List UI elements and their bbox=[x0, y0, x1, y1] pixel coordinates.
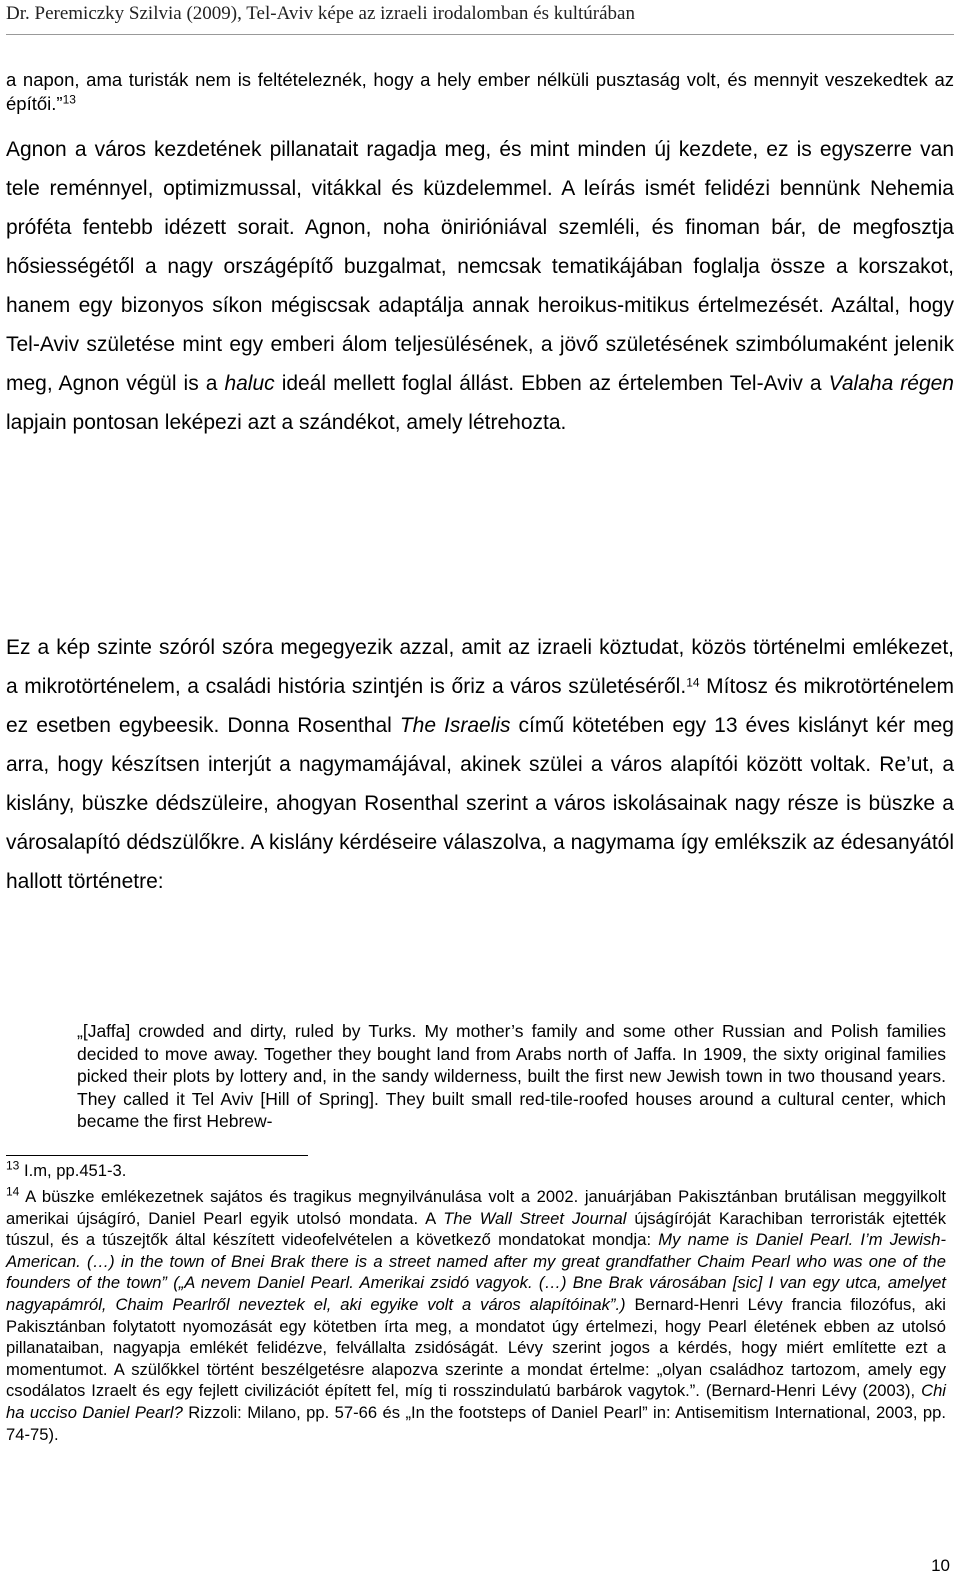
italic-term: haluc bbox=[224, 372, 275, 395]
book-title: Chi ha ucciso Daniel Pearl? bbox=[6, 1381, 946, 1422]
newspaper-title: The Wall Street Journal bbox=[443, 1208, 627, 1228]
book-title: The Israelis bbox=[399, 714, 511, 737]
footnote-text: Bernard-Henri Lévy francia filozófus, aki Pakisztánban folytatott nyomozását egy kötetben írta meg, a mondatot úgy értelmezi, hogy Pearl életének ebben az utolsó pillanataiban, nagyapja emlékét felidézve, felvállalta zsidóságát. Lévy szerint jogos a kérdés, hogy miért említette ezt a momentumot. A szülőkkel történt beszélgetésre alapozva szerinte a mondat értelme: „olyan családhoz tartozom, amely egy csodálatos Izraelt és egy fejlett civilizációt épített fel, míg ti rosszindulatú barbárok vagytok.”. (Bernard-Henri Lévy (2003), bbox=[6, 1294, 946, 1401]
footnote-number: 14 bbox=[6, 1184, 20, 1199]
footnote-text: A büszke emlékezetnek sajátos és tragikus megnyilvánulása volt a 2002. januárjában Pakisztánban brutálisan meggyilkolt amerikai újságíró, Daniel Pearl egyik utolsó mondata. A bbox=[6, 1187, 947, 1228]
footnote-ref-14: 14 bbox=[686, 675, 700, 690]
running-header: Dr. Peremiczky Szilvia (2009), Tel-Aviv képe az izraeli irodalomban és kultúrában bbox=[6, 3, 635, 24]
quoted-statement: My name is Daniel Pearl. I’m Jewish-American. (…) in the town of Bnei Brak there is a street named after my great grandfather Chaim Pearl who was one of the founders of the town” („A nevem Daniel Pearl. Amerikai zsidó vagyok. (…) Bne Brak városában [sic] I van egy utca, amelyet nagyapámról, Chaim Pearlről neveztek el, aki egyike volt a város alapítóinak”.) bbox=[6, 1230, 947, 1314]
paragraph-agnon bbox=[6, 130, 954, 442]
book-title: Valaha régen bbox=[828, 372, 954, 395]
footnote-text: Rizzoli: Milano, pp. 57-66 és „In the footsteps of Daniel Pearl” in: Antisemitism International, 2003, pp. 74-75). bbox=[6, 1402, 946, 1444]
footnote-ref-13: 13 bbox=[62, 92, 76, 107]
header-divider bbox=[6, 34, 954, 35]
block-quote: „[Jaffa] crowded and dirty, ruled by Turks. My mother’s family and some other Russian and Polish families decided to move away. Together they bought land from Arabs north of Jaffa. In 1909, the sixty original families picked their plots by lottery and, in the sandy wilderness, built the first new Jewish town in two thousand years. They called it Tel Aviv [Hill of Spring]. They built small red-tile-roofed houses around a cultural center, which became the first Hebrew- bbox=[77, 1021, 946, 1131]
footnote-divider bbox=[6, 1155, 308, 1156]
footnote-14 bbox=[6, 1186, 946, 1445]
text-segment: Agnon a város kezdetének pillanatait ragadja meg, és mint minden új kezdete, ez is egyszerre van tele reménnyel, optimizmussal, vitákkal és küzdelemmel. A leírás ismét felidézi bennünk Nehemia próféta fentebb idézett sorait. Agnon, noha önirióniával szemléli, és finoman bár, de megfosztja hősiességétől a nagy országépítő buzgalmat, nemcsak tematikájában foglalja össze a korszakot, hanem egy bizonyos síkon mégiscsak adaptálja annak heroikus-mitikus értelmezését. Azáltal, hogy Tel-Aviv születése mint egy emberi álom teljesülésének, a jövő születésének szimbólumaként jelenik meg, Agnon végül is a bbox=[6, 138, 954, 395]
page-number: 10 bbox=[931, 1556, 950, 1575]
paragraph-quote-ending bbox=[6, 68, 954, 116]
text-segment: című kötetében egy 13 éves kislányt kér meg arra, hogy készítsen interjút a nagymamájával, akinek szülei a város alapítói között voltak. Re’ut, a kislány, büszke dédszüleire, ahogyan Rosenthal szerint a város iskolásainak nagy része is büszke a városalapító dédszülőkre. A kislány kérdéseire válaszolva, a nagymama így emlékszik az édesanyától hallott történetre: bbox=[6, 714, 954, 893]
text-segment: ideál mellett foglal állást. Ebben az értelemben Tel-Aviv a bbox=[281, 372, 822, 395]
text-segment: Ez a kép szinte szóról szóra megegyezik azzal, amit az izraeli köztudat, közös történelmi emlékezet, a mikrotörténelem, a családi história szintjén is őriz a város születéséről. bbox=[6, 636, 954, 698]
footnote-13 bbox=[6, 1160, 946, 1182]
text-segment: Mítosz és mikrotörténelem ez esetben egybeesik. Donna Rosenthal bbox=[6, 675, 954, 737]
footnote-number: 13 bbox=[6, 1158, 20, 1173]
footnote-text: I.m, pp.451-3. bbox=[23, 1161, 127, 1180]
text-segment: lapjain pontosan leképezi azt a szándékot, amely létrehozta. bbox=[6, 411, 567, 434]
footnote-text: újságíróját Karachiban terroristák ejtették túszul, és a túszejtők által készített videofelvételen a következő mondatokat mondja: bbox=[6, 1208, 946, 1250]
paragraph-text: a napon, ama turisták nem is feltételeznék, hogy a hely ember nélküli pusztaság volt, és mennyit veszekedtek az építői.” bbox=[6, 69, 954, 114]
paragraph-rosenthal bbox=[6, 628, 954, 901]
